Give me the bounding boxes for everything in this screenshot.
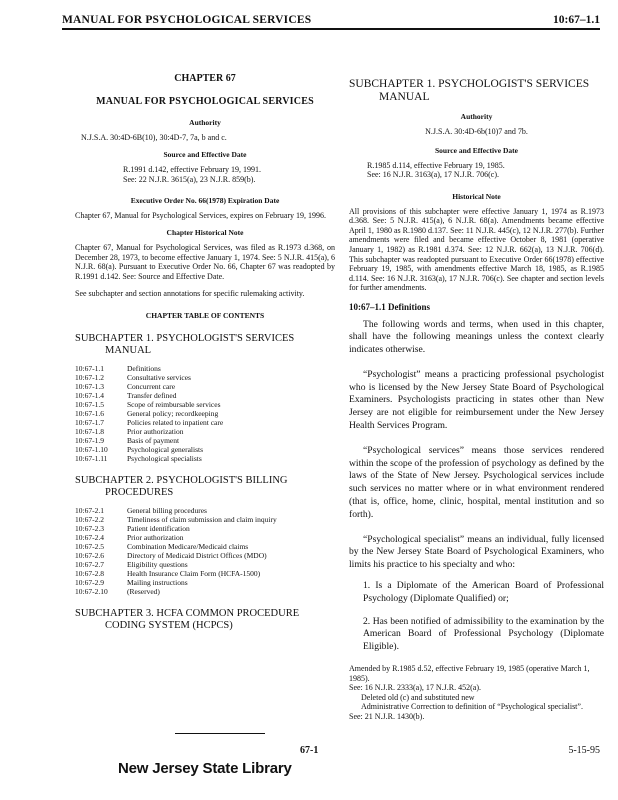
amendment-line: Amended by R.1985 d.52, effective February 19, 1985 (operative March 1, 1985). [349,664,590,683]
sub-source-heading: Source and Effective Date [435,146,518,156]
toc-row [75,587,277,596]
toc-section-number: 10:67-1.1 [75,363,104,373]
toc-section-title: Concurrent care [127,381,176,391]
specialist-criterion-2: 2. Has been notified of admissibility to the examination by the American Board of Professional Psychology (Diplomate Eligible). [363,615,604,653]
sub-authority-heading: Authority [460,112,493,121]
toc-section-title: Policies related to inpatient care [127,417,224,427]
toc-row [75,542,277,551]
toc-subchapter-2-heading: SUBCHAPTER 2. PSYCHOLOGIST'S BILLING PROCEDURES [75,474,288,498]
toc-section-number: 10:67-2.1 [75,505,104,515]
toc-row [75,445,223,454]
toc-section-number: 10:67-2.8 [75,568,104,578]
authority-text: N.J.S.A. 30:4D-6B(10), 30:4D-7, 7a, b and c. [81,132,227,142]
toc-section-title: Eligibility questions [127,559,188,569]
amendment-line: Administrative Correction to definition of “Psychological specialist”. [361,702,583,712]
toc-section-title: Psychological generalists [127,444,204,454]
toc-section-title: Prior authorization [127,532,184,542]
amendment-line: See: 21 N.J.R. 1430(b). [349,712,425,721]
toc-section-number: 10:67-2.3 [75,523,104,533]
toc-row [75,578,277,587]
toc-row [75,391,223,400]
toc-section-title: Health Insurance Claim Form (HCFA-1500) [127,568,261,578]
toc-section-number: 10:67-1.4 [75,390,104,400]
toc-section-number: 10:67-1.3 [75,381,104,391]
toc-section-title: Patient identification [127,523,190,533]
left-column [75,74,335,639]
toc-section-title: Timeliness of claim submission and claim inquiry [127,514,277,524]
toc-subchapter-1-heading: SUBCHAPTER 1. PSYCHOLOGIST'S SERVICES MANUAL [75,332,295,356]
toc-section-number: 10:67-1.7 [75,417,104,427]
toc-row [75,409,223,418]
toc-row [75,560,277,569]
section-heading-definitions: 10:67–1.1 Definitions [349,301,430,312]
toc-section-number: 10:67-1.8 [75,426,104,436]
toc-subchapter-3-heading: SUBCHAPTER 3. HCFA COMMON PROCEDURE CODING SYSTEM (HCPCS) [75,607,300,631]
toc-row [75,400,223,409]
toc-section-number: 10:67-1.5 [75,399,104,409]
see-annotations-text: See subchapter and section annotations for specific rulemaking activity. [75,289,305,299]
toc-section-number: 10:67-1.10 [75,444,108,454]
subchapter-1-heading: SUBCHAPTER 1. PSYCHOLOGIST'S SERVICES MANUAL [349,78,590,103]
revision-date: 5-15-95 [568,745,600,756]
toc-row [75,427,223,436]
chapter-title: MANUAL FOR PSYCHOLOGICAL SERVICES [96,95,314,107]
toc-section-number: 10:67-1.2 [75,372,104,382]
toc-section-title: Psychological specialists [127,453,202,463]
toc-section-number: 10:67-2.5 [75,541,104,551]
toc-section-number: 10:67-1.9 [75,435,104,445]
toc-row [75,515,277,524]
right-column [349,78,604,722]
source-line: See: 22 N.J.R. 3615(a), 23 N.J.R. 859(b). [123,174,256,184]
source-line: See: 16 N.J.R. 3163(a), 17 N.J.R. 706(c). [367,170,499,180]
definition-psychological-specialist: “Psychological specialist” means an individual, fully licensed by the New Jersey State Board of Psychological Examiners, who limits his practice to his specialty and who: [349,533,604,571]
amendment-notes [349,664,604,722]
toc-row [75,364,223,373]
authority-heading: Authority [189,118,221,128]
toc-row [75,506,277,515]
toc-subchapter-2-list [75,506,277,596]
sub-source-block [349,161,604,180]
toc-section-title: Prior authorization [127,426,184,436]
running-header-title: MANUAL FOR PSYCHOLOGICAL SERVICES [62,14,312,26]
chapter-number: CHAPTER 67 [174,73,236,84]
toc-section-number: 10:67-2.4 [75,532,104,542]
toc-section-number: 10:67-2.9 [75,577,104,587]
toc-section-number: 10:67-2.6 [75,550,104,560]
historical-note-text: Chapter 67, Manual for Psychological Services, was filed as R.1973 d.368, on December 28, 1973, to become effective January 1, 1974. See: 5 N.J.R. 415(a), 6 N.J.R. 68(a). Pursuant to Executive Order No. 66, Chapter 67 was readopted by R.1991 d.142. See: Source and Effective Date. [75,242,335,281]
toc-section-title: Definitions [127,363,161,373]
toc-section-title: General billing procedures [127,505,207,515]
source-heading: Source and Effective Date [163,150,247,160]
toc-section-title: (Reserved) [127,586,160,596]
amendment-line: See: 16 N.J.R. 2333(a), 17 N.J.R. 452(a). [349,683,481,693]
library-stamp: New Jersey State Library [118,760,292,777]
footer-rule [175,733,265,734]
toc-row [75,551,277,560]
running-header [62,4,600,30]
specialist-criterion-1: 1. Is a Diplomate of the American Board of Professional Psychology (Diplomate Qualified) or; [363,580,604,604]
toc-row [75,524,277,533]
toc-row [75,569,277,578]
source-line: R.1991 d.142, effective February 19, 1991. [123,164,262,174]
historical-note-heading: Chapter Historical Note [166,228,244,238]
amendment-line: Deleted old (c) and substituted new [361,692,475,702]
toc-section-title: Mailing instructions [127,577,188,587]
toc-row [75,533,277,542]
definition-psychological-services: “Psychological services” means those services rendered within the scope of the profession of psychology as defined by the laws of the State of New Jersey. Psychological services include such services no matter where or in what environment rendered (that is, office, home, clinic, hospital, mental institution and so forth). [349,444,604,520]
running-header-section: 10:67–1.1 [553,14,600,26]
sub-historical-note-heading: Historical Note [452,191,501,201]
toc-row [75,436,223,445]
toc-section-title: Consultative services [127,372,191,382]
toc-section-title: Scope of reimbursable services [127,399,221,409]
toc-row [75,418,223,427]
source-block [75,165,335,184]
toc-row [75,454,223,463]
sub-authority-text: N.J.S.A. 30:4D-6b(10)7 and 7b. [425,126,528,136]
toc-row [75,373,223,382]
toc-section-number: 10:67-1.11 [75,453,108,463]
toc-section-title: Transfer defined [127,390,177,400]
toc-section-title: General policy; recordkeeping [127,408,219,418]
exec-order-heading: Executive Order No. 66(1978) Expiration Date [130,196,280,206]
toc-section-title: Directory of Medicaid District Offices (MDO) [127,550,267,560]
page-number: 67-1 [300,745,319,756]
sub-historical-note-text: All provisions of this subchapter were effective January 1, 1974 as R.1973 d.368. See: 5 N.J.R. 415(a), 6 N.J.R. 68(a). Amendments became effective April 1, 1980 as R.1980 d.137. See: 11 N.J.R. 445(c), 12 N.J.R. 277(b). Further amendments were filed and became effective October 8, 1981 (operative January 1, 1982) as R.1981 d.374. See: 12 N.J.R. 662(a), 13 N.J.R. 706(d). This subchapter was readopted pursuant to Executive Order 66(1978) effective February 19, 1985, with amendments effective March 18, 1985, as R.1985 d.114. See: 16 N.J.R. 3163(a), 17 N.J.R. 706(c). See chapter and section levels for further amendments. [349,206,604,293]
definitions-intro: The following words and terms, when used in this chapter, shall have the following meanings unless the context clearly indicates otherwise. [349,318,604,356]
source-line: R.1985 d.114, effective February 19, 1985. [367,160,505,170]
toc-heading: CHAPTER TABLE OF CONTENTS [145,310,265,320]
toc-section-number: 10:67-2.2 [75,514,104,524]
toc-section-number: 10:67-2.7 [75,559,104,569]
toc-section-title: Combination Medicare/Medicaid claims [127,541,249,551]
toc-row [75,382,223,391]
toc-section-number: 10:67-2.10 [75,586,108,596]
definition-psychologist: “Psychologist” means a practicing professional psychologist who is licensed by the New Jersey State Board of Psychological Examiners. Psychologists practicing in states other than New Jersey are not eligible for reimbursement under the New Jersey Health Services Program. [349,368,604,432]
toc-section-title: Basis of payment [127,435,180,445]
toc-section-number: 10:67-1.6 [75,408,104,418]
toc-subchapter-1-list [75,364,223,463]
exec-order-text: Chapter 67, Manual for Psychological Services, expires on February 19, 1996. [75,210,327,220]
